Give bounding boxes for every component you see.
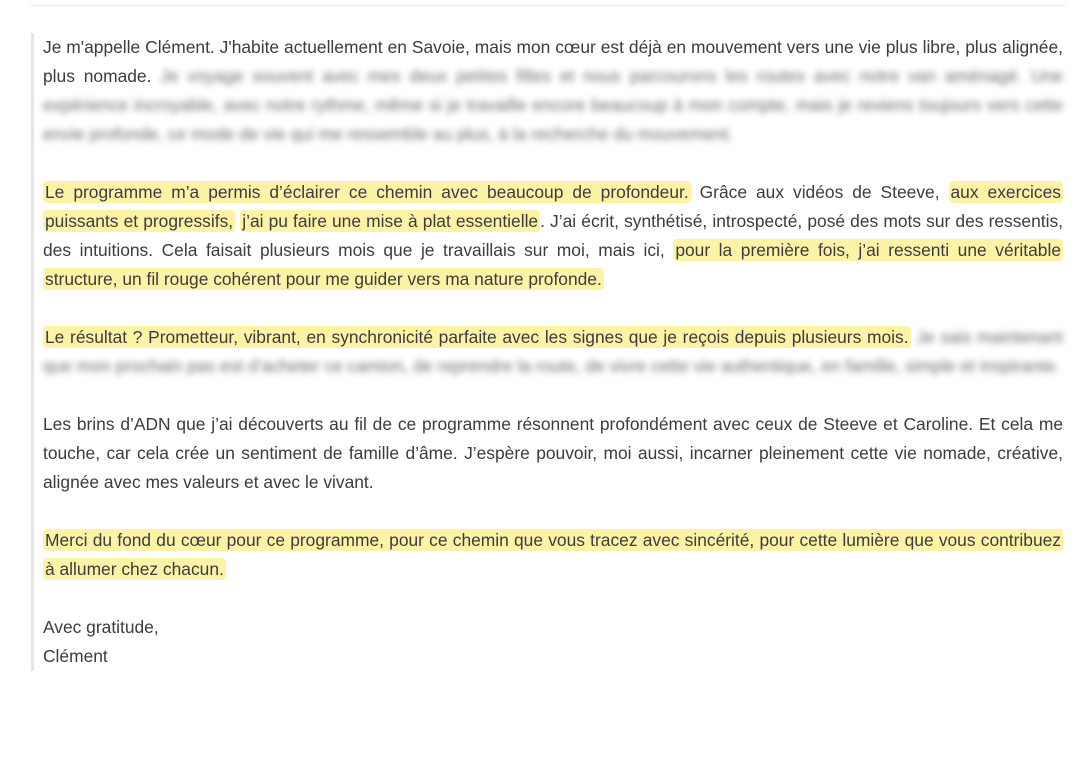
paragraph-result bbox=[43, 323, 1063, 381]
paragraph-program bbox=[43, 178, 1063, 294]
highlighted-text: Merci du fond du cœur pour ce programme, pour ce chemin que vous tracez avec sincérité, pour cette lumière que vous contribuez à allumer chez chacun. bbox=[45, 530, 1061, 579]
paragraph-intro bbox=[43, 33, 1063, 149]
paragraph-thanks bbox=[43, 526, 1063, 584]
highlighted-text: j’ai pu faire une mise à plat essentielle bbox=[242, 211, 539, 231]
testimonial-quote bbox=[31, 33, 1063, 671]
highlighted-text: Le programme m’a permis d’éclairer ce chemin avec beaucoup de profondeur. bbox=[45, 182, 689, 202]
intro-text: Je m'appelle Clément. J'habite actuellement en Savoie, mais mon cœur est déjà en mouvement vers une vie plus libre, plus alignée, plus nomade. bbox=[43, 37, 1063, 86]
blurred-text: Je voyage souvent avec mes deux petites filles et nous parcourons les routes avec notre van aménagé. Une expérience incroyable, avec notre rythme, même si je travaille encore beaucoup à mon compte, mais je reviens toujours vers cette envie profonde, ce mode de vie qui me ressemble au plus, à la recherche du mouvement. bbox=[43, 66, 1063, 144]
paragraph-dna bbox=[43, 410, 1063, 497]
top-divider bbox=[30, 5, 1066, 6]
signature-name: Clément bbox=[43, 646, 108, 666]
body-text: Grâce aux vidéos de Steeve, bbox=[690, 182, 949, 202]
highlighted-text: aux exercices puissants et progressifs, bbox=[45, 182, 1061, 231]
signature bbox=[43, 613, 1063, 671]
blurred-text: Je sais maintenant que mon prochain pas est d’acheter ce camion, de reprendre la route, de vivre cette vie authentique, en famille, simple et inspirante. bbox=[43, 327, 1063, 376]
highlighted-text: Le résultat ? Prometteur, vibrant, en synchronicité parfaite avec les signes que je reçois depuis plusieurs mois. bbox=[45, 327, 909, 347]
signature-closing: Avec gratitude, bbox=[43, 617, 159, 637]
body-text: . J’ai écrit, synthétisé, introspecté, posé des mots sur des ressentis, des intuitions. Cela faisait plusieurs mois que je travaillais sur moi, mais ici, bbox=[43, 211, 1063, 260]
body-text: Les brins d’ADN que j’ai découverts au fil de ce programme résonnent profondément avec ceux de Steeve et Caroline. Et cela me touche, car cela crée un sentiment de famille d’âme. J’espère pouvoir, moi aussi, incarner pleinement cette vie nomade, créative, alignée avec mes valeurs et avec le vivant. bbox=[43, 414, 1063, 492]
highlighted-text: pour la première fois, j’ai ressenti une véritable structure, un fil rouge cohérent pour me guider vers ma nature profonde. bbox=[45, 240, 1061, 289]
